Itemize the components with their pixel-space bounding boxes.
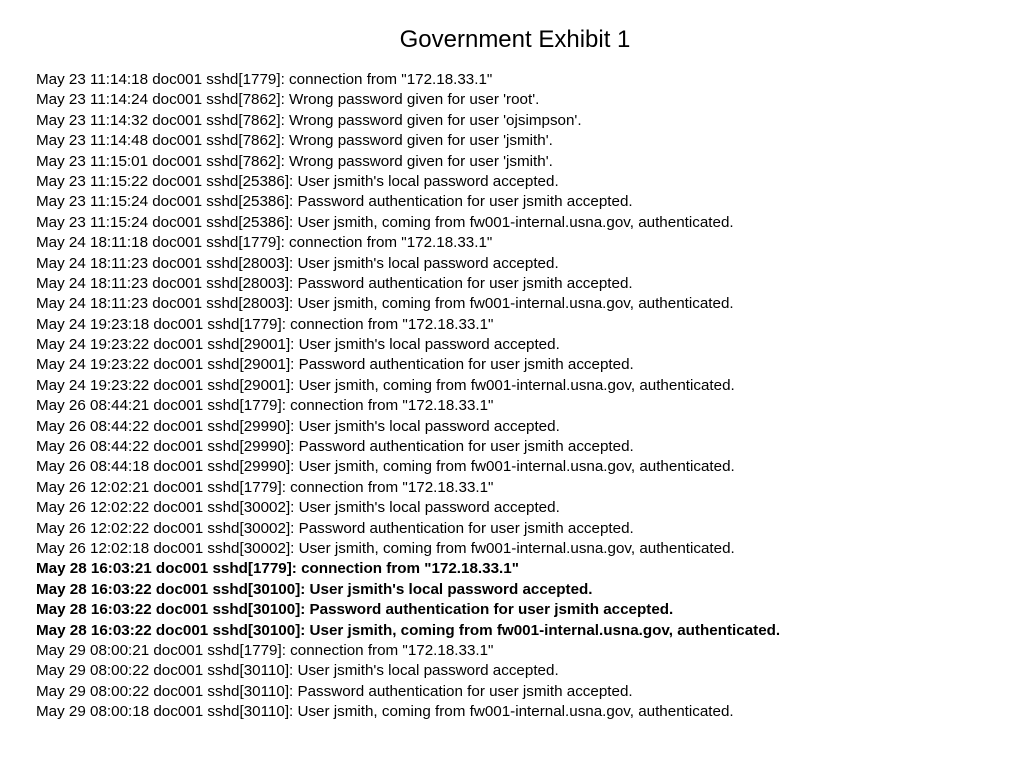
log-line: May 24 19:23:22 doc001 sshd[29001]: Password authentication for user jsmith accepted. [36,356,634,374]
page-title: Government Exhibit 1 [399,26,631,53]
log-line: May 24 18:11:18 doc001 sshd[1779]: connection from "172.18.33.1" [36,234,493,252]
log-line: May 24 19:23:22 doc001 sshd[29001]: User jsmith, coming from fw001-internal.usna.gov, authenticated. [36,376,735,394]
log-line: May 26 08:44:22 doc001 sshd[29990]: Password authentication for user jsmith accepted. [36,438,634,456]
log-line: May 24 18:11:23 doc001 sshd[28003]: User jsmith's local password accepted. [36,254,559,272]
log-line: May 26 08:44:22 doc001 sshd[29990]: User jsmith's local password accepted. [36,417,560,435]
log-line: May 23 11:15:22 doc001 sshd[25386]: User jsmith's local password accepted. [36,172,559,190]
log-line: May 23 11:15:24 doc001 sshd[25386]: Password authentication for user jsmith accepted. [36,193,633,211]
log-line: May 23 11:15:01 doc001 sshd[7862]: Wrong password given for user 'jsmith'. [36,152,553,170]
log-line: May 29 08:00:22 doc001 sshd[30110]: User jsmith's local password accepted. [36,662,559,680]
log-line-highlighted: May 28 16:03:22 doc001 sshd[30100]: User jsmith's local password accepted. [36,580,593,598]
log-line: May 23 11:14:48 doc001 sshd[7862]: Wrong password given for user 'jsmith'. [36,132,553,150]
log-line: May 24 19:23:18 doc001 sshd[1779]: connection from "172.18.33.1" [36,315,494,333]
log-line: May 24 18:11:23 doc001 sshd[28003]: User jsmith, coming from fw001-internal.usna.gov, authenticated. [36,295,734,313]
log-line: May 23 11:15:24 doc001 sshd[25386]: User jsmith, coming from fw001-internal.usna.gov, authenticated. [36,213,734,231]
log-line: May 23 11:14:32 doc001 sshd[7862]: Wrong password given for user 'ojsimpson'. [36,111,582,129]
log-line: May 26 08:44:18 doc001 sshd[29990]: User jsmith, coming from fw001-internal.usna.gov, authenticated. [36,458,735,476]
log-line: May 24 18:11:23 doc001 sshd[28003]: Password authentication for user jsmith accepted. [36,274,633,292]
log-line: May 23 11:14:24 doc001 sshd[7862]: Wrong password given for user 'root'. [36,91,540,109]
log-line-highlighted: May 28 16:03:22 doc001 sshd[30100]: Password authentication for user jsmith accepted. [36,601,674,619]
log-line: May 26 12:02:18 doc001 sshd[30002]: User jsmith, coming from fw001-internal.usna.gov, authenticated. [36,539,735,557]
log-line: May 29 08:00:21 doc001 sshd[1779]: connection from "172.18.33.1" [36,641,494,659]
log-line-highlighted: May 28 16:03:21 doc001 sshd[1779]: connection from "172.18.33.1" [36,560,519,578]
log-line: May 29 08:00:18 doc001 sshd[30110]: User jsmith, coming from fw001-internal.usna.gov, authenticated. [36,703,734,721]
log-line: May 24 19:23:22 doc001 sshd[29001]: User jsmith's local password accepted. [36,336,560,354]
log-line-highlighted: May 28 16:03:22 doc001 sshd[30100]: User jsmith, coming from fw001-internal.usna.gov, authenticated. [36,621,781,639]
log-line: May 23 11:14:18 doc001 sshd[1779]: connection from "172.18.33.1" [36,71,493,88]
log-line: May 26 08:44:21 doc001 sshd[1779]: connection from "172.18.33.1" [36,397,494,415]
log-line: May 26 12:02:22 doc001 sshd[30002]: Password authentication for user jsmith accepted. [36,519,634,537]
log-line: May 29 08:00:22 doc001 sshd[30110]: Password authentication for user jsmith accepted. [36,682,633,700]
log-line: May 26 12:02:21 doc001 sshd[1779]: connection from "172.18.33.1" [36,478,494,496]
log-line: May 26 12:02:22 doc001 sshd[30002]: User jsmith's local password accepted. [36,499,560,517]
log-listing [36,70,996,723]
